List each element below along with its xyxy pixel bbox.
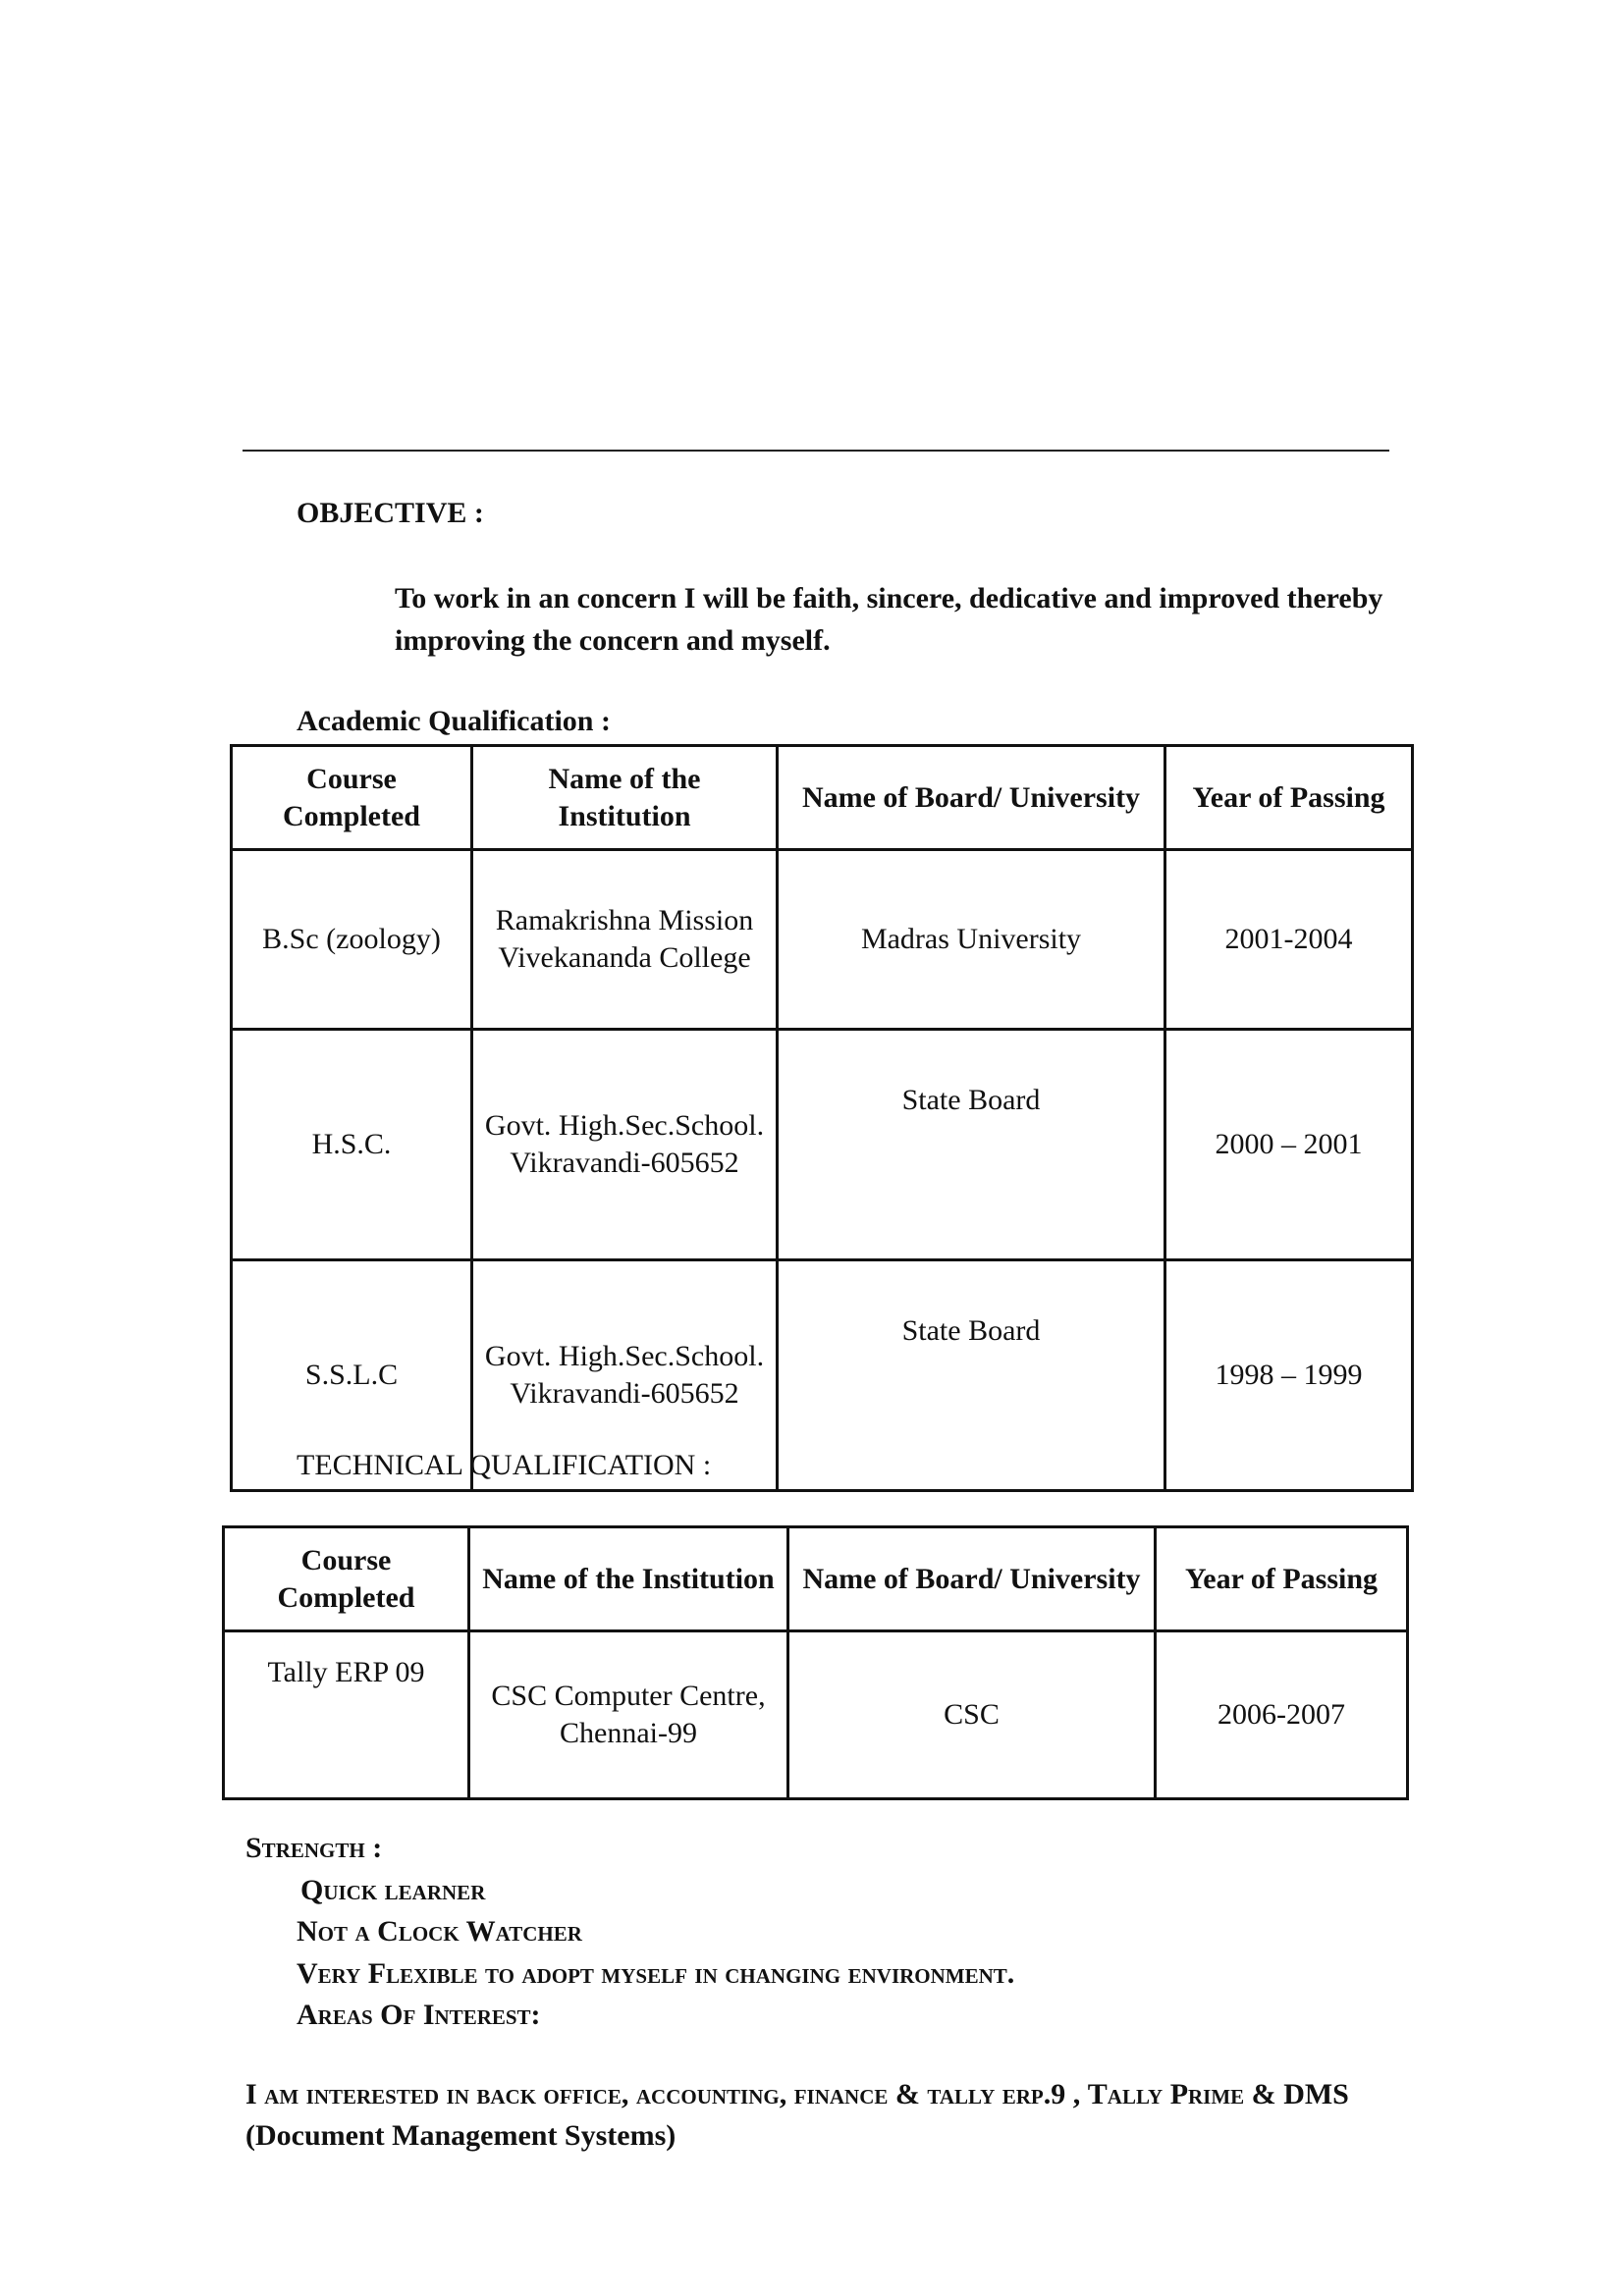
- cell-year: 2001-2004: [1165, 850, 1413, 1030]
- interest-text-part: 9 ,: [1051, 2078, 1088, 2110]
- header-board: Name of Board/ University: [788, 1527, 1156, 1631]
- header-institution: Name of the Institution: [469, 1527, 788, 1631]
- strength-item: Not a Clock Watcher: [297, 1915, 582, 1948]
- cell-course: B.Sc (zoology): [232, 850, 472, 1030]
- cell-board: CSC: [788, 1631, 1156, 1799]
- areas-of-interest-text: [245, 2074, 1375, 2157]
- cell-board: State Board: [778, 1260, 1165, 1491]
- header-institution: Name of the Institution: [472, 746, 778, 850]
- header-year: Year of Passing: [1165, 746, 1413, 850]
- cell-institution: CSC Computer Centre, Chennai-99: [469, 1631, 788, 1799]
- header-course: Course Completed: [232, 746, 472, 850]
- objective-heading: OBJECTIVE :: [297, 497, 484, 529]
- cell-board: State Board: [778, 1030, 1165, 1260]
- technical-qualification-heading: TECHNICAL QUALIFICATION :: [297, 1449, 712, 1481]
- cell-year: 1998 – 1999: [1165, 1260, 1413, 1491]
- table-header-row: [232, 746, 1413, 850]
- strength-heading: Strength :: [245, 1832, 383, 1864]
- cell-institution: Govt. High.Sec.School. Vikravandi-605652: [472, 1030, 778, 1260]
- interest-text-part: DMS (Document Management Systems): [245, 2078, 1349, 2152]
- header-year: Year of Passing: [1156, 1527, 1408, 1631]
- cell-course: S.S.L.C: [232, 1260, 472, 1491]
- strength-section: [245, 1828, 1014, 2037]
- header-course: Course Completed: [224, 1527, 469, 1631]
- header-board: Name of Board/ University: [778, 746, 1165, 850]
- technical-qualification-table: [222, 1525, 1409, 1800]
- cell-institution: Govt. High.Sec.School. Vikravandi-605652: [472, 1260, 778, 1491]
- cell-year: 2006-2007: [1156, 1631, 1408, 1799]
- cell-board: Madras University: [778, 850, 1165, 1030]
- academic-qualification-heading: Academic Qualification :: [297, 705, 611, 737]
- table-row: [232, 850, 1413, 1030]
- table-row: [232, 1030, 1413, 1260]
- cell-course: H.S.C.: [232, 1030, 472, 1260]
- strength-item: Quick learner: [300, 1873, 486, 1906]
- cell-institution: Ramakrishna Mission Vivekananda College: [472, 850, 778, 1030]
- interest-text-part: I am interested in back office, accounting, finance & tally erp.: [245, 2078, 1052, 2110]
- objective-text: To work in an concern I will be faith, sincere, dedicative and improved thereby improving the concern and myself.: [395, 582, 1383, 657]
- header-divider: [243, 450, 1389, 452]
- academic-qualification-table: [230, 744, 1414, 1492]
- table-row: [224, 1631, 1408, 1799]
- table-header-row: [224, 1527, 1408, 1631]
- cell-year: 2000 – 2001: [1165, 1030, 1413, 1260]
- strength-item: Very Flexible to adopt myself in changing environment.: [297, 1956, 1015, 1990]
- areas-of-interest-heading: Areas Of Interest:: [297, 1999, 541, 2031]
- cell-course: Tally ERP 09: [224, 1631, 469, 1799]
- interest-text-part: Tally Prime &: [1087, 2078, 1284, 2110]
